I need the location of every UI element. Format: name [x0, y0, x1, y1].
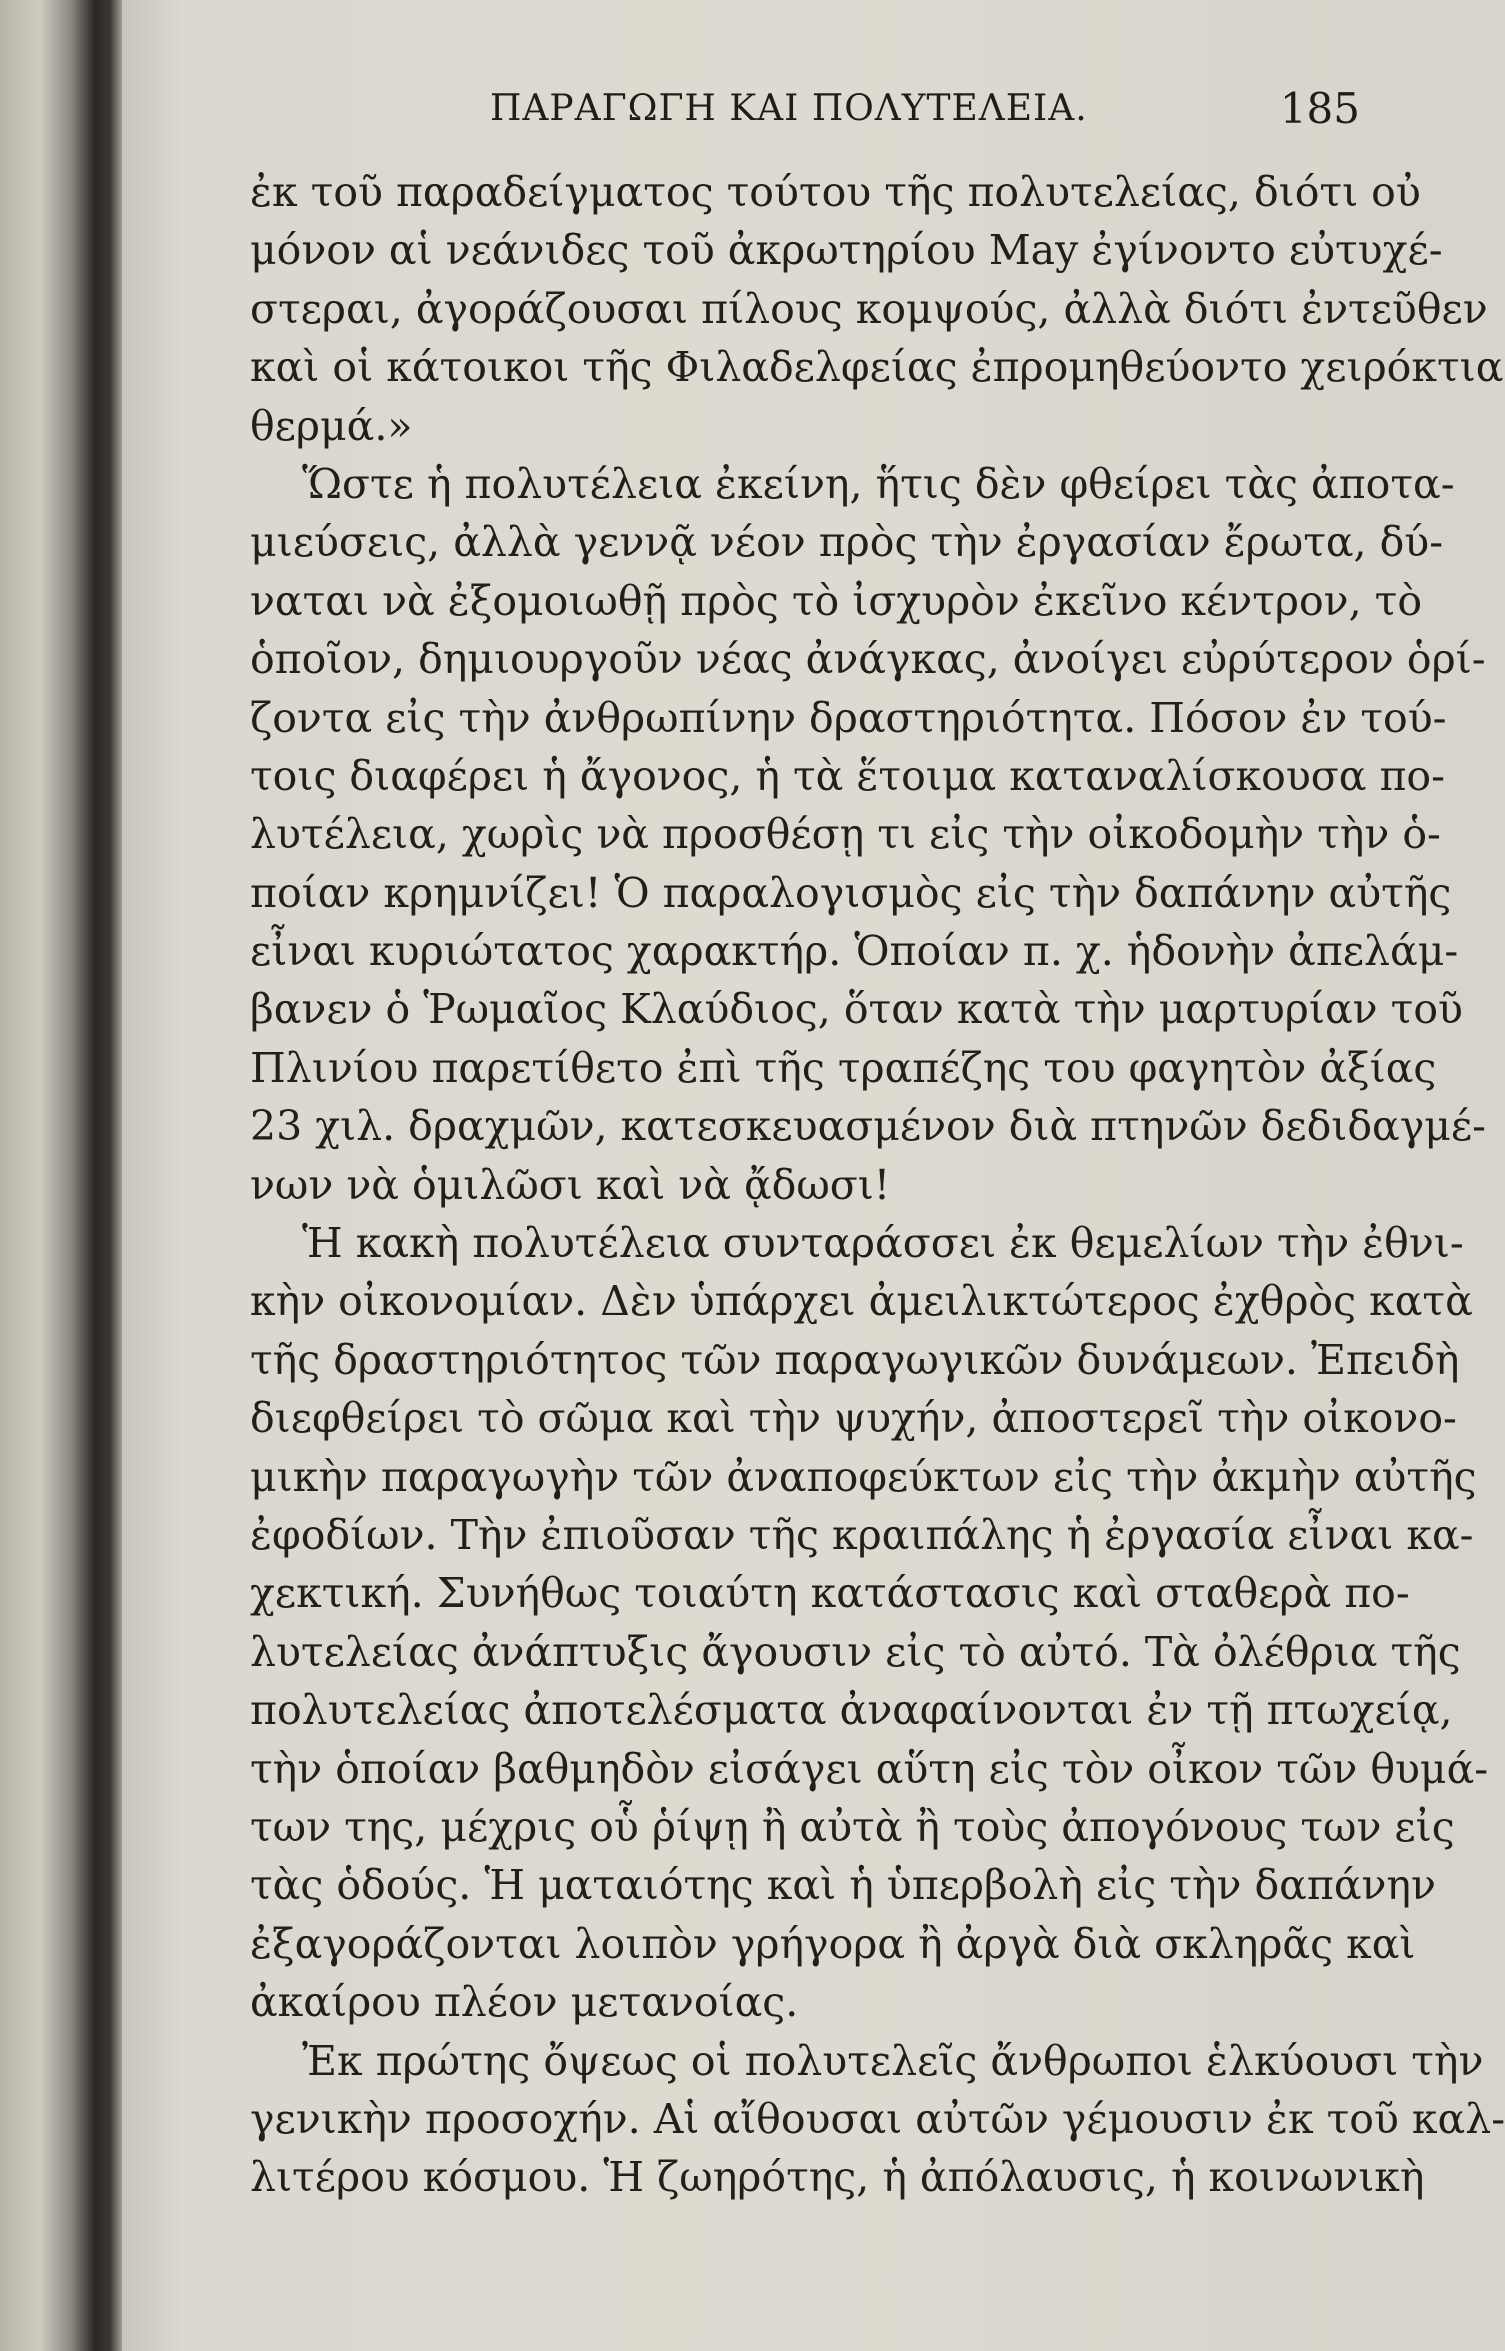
text-line: τὴν ὁποίαν βαθμηδὸν εἰσάγει αὕτη εἰς τὸν οἶκον τῶν θυμά- [250, 1744, 1489, 1793]
text-line: διεφθείρει τὸ σῶμα καὶ τὴν ψυχήν, ἀποστερεῖ τὴν οἰκονο- [250, 1394, 1457, 1443]
page-number: 185 [1279, 84, 1360, 133]
text-line: λυτελείας ἀνάπτυξις ἄγουσιν εἰς τὸ αὐτό. Τὰ ὀλέθρια τῆς [250, 1627, 1461, 1676]
paragraph-start-line: Ἡ κακὴ πολυτέλεια συνταράσσει ἐκ θεμελίων τὴν ἐθνι- [302, 1219, 1464, 1268]
text-line: ἐξαγοράζονται λοιπὸν γρήγορα ἢ ἀργὰ διὰ σκληρᾶς καὶ [250, 1919, 1416, 1968]
text-line: καὶ οἱ κάτοικοι τῆς Φιλαδελφείας ἐπρομηθεύοντο χειρόκτια [250, 343, 1504, 392]
text-line: ναται νὰ ἐξομοιωθῇ πρὸς τὸ ἰσχυρὸν ἐκεῖνο κέντρον, τὸ [250, 576, 1423, 625]
binding-edge [0, 0, 122, 2351]
text-line: τῆς δραστηριότητος τῶν παραγωγικῶν δυνάμεων. Ἐπειδὴ [250, 1335, 1460, 1384]
text-line: ὁποῖον, δημιουργοῦν νέας ἀνάγκας, ἀνοίγει εὐρύτερον ὁρί- [250, 635, 1486, 684]
text-line: 23 χιλ. δραχμῶν, κατεσκευασμένον διὰ πτηνῶν δεδιδαγμέ- [250, 1102, 1486, 1151]
text-line: κὴν οἰκονομίαν. Δὲν ὑπάρχει ἀμειλικτώτερος ἐχθρὸς κατὰ [250, 1277, 1473, 1326]
text-line: μόνον αἱ νεάνιδες τοῦ ἀκρωτηρίου May ἐγίνοντο εὐτυχέ- [250, 226, 1443, 275]
paragraph-start-line: Ὥστε ἡ πολυτέλεια ἐκείνη, ἥτις δὲν φθείρει τὰς ἀποτα- [302, 459, 1455, 508]
text-line: τὰς ὁδούς. Ἡ ματαιότης καὶ ἡ ὑπερβολὴ εἰς τὴν δαπάνην [250, 1861, 1436, 1910]
text-line: Πλινίου παρετίθετο ἐπὶ τῆς τραπέζης του φαγητὸν ἀξίας [250, 1043, 1437, 1092]
text-line: εἶναι κυριώτατος χαρακτήρ. Ὁποίαν π. χ. ἡδονὴν ἀπελάμ- [250, 927, 1459, 976]
text-line: γενικὴν προσοχήν. Αἱ αἴθουσαι αὐτῶν γέμουσιν ἐκ τοῦ καλ- [250, 2094, 1505, 2143]
text-line: λυτέλεια, χωρὶς νὰ προσθέσῃ τι εἰς τὴν οἰκοδομὴν τὴν ὁ- [250, 810, 1441, 859]
running-title: ΠΑΡΑΓΩΓΗ ΚΑΙ ΠΟΛΥΤΕΛΕΙΑ. [490, 88, 1088, 129]
book-page [122, 0, 1505, 2351]
text-line: των της, μέχρις οὗ ῥίψῃ ἢ αὐτὰ ἢ τοὺς ἀπογόνους των εἰς [250, 1802, 1455, 1851]
paragraph-start-line: Ἐκ πρώτης ὄψεως οἱ πολυτελεῖς ἄνθρωποι ἑλκύουσι τὴν [302, 2036, 1484, 2085]
text-line: ἀκαίρου πλέον μετανοίας. [250, 1978, 799, 2027]
text-line: βανεν ὁ Ῥωμαῖος Κλαύδιος, ὅταν κατὰ τὴν μαρτυρίαν τοῦ [250, 985, 1463, 1034]
text-line: στεραι, ἀγοράζουσαι πίλους κομψούς, ἀλλὰ διότι ἐντεῦθεν [250, 284, 1488, 333]
text-line: λιτέρου κόσμου. Ἡ ζωηρότης, ἡ ἀπόλαυσις, ἡ κοινωνικὴ [250, 2153, 1425, 2202]
text-line: τοις διαφέρει ἡ ἄγονος, ἡ τὰ ἕτοιμα καταναλίσκουσα πο- [250, 751, 1445, 800]
text-line: θερμά.» [250, 401, 413, 450]
text-line: μιεύσεις, ἀλλὰ γεννᾷ νέον πρὸς τὴν ἐργασίαν ἔρωτα, δύ- [250, 518, 1444, 567]
text-line: ζοντα εἰς τὴν ἀνθρωπίνην δραστηριότητα. Πόσον ἐν τού- [250, 693, 1447, 742]
running-header [250, 84, 1360, 138]
text-line: ἐφοδίων. Τὴν ἐπιοῦσαν τῆς κραιπάλης ἡ ἐργασία εἶναι κα- [250, 1510, 1474, 1559]
text-line: χεκτική. Συνήθως τοιαύτη κατάστασις καὶ σταθερὰ πο- [250, 1569, 1410, 1618]
text-line: ἐκ τοῦ παραδείγματος τούτου τῆς πολυτελείας, διότι οὐ [250, 168, 1421, 216]
text-line: πολυτελείας ἀποτελέσματα ἀναφαίνονται ἐν τῇ πτωχείᾳ, [250, 1686, 1453, 1735]
text-line: μικὴν παραγωγὴν τῶν ἀναποφεύκτων εἰς τὴν ἀκμὴν αὐτῆς [250, 1452, 1477, 1501]
text-line: νων νὰ ὁμιλῶσι καὶ νὰ ᾄδωσι! [250, 1160, 891, 1209]
text-line: ποίαν κρημνίζει! Ὁ παραλογισμὸς εἰς τὴν δαπάνην αὐτῆς [250, 868, 1452, 917]
body-text [250, 163, 1505, 2207]
